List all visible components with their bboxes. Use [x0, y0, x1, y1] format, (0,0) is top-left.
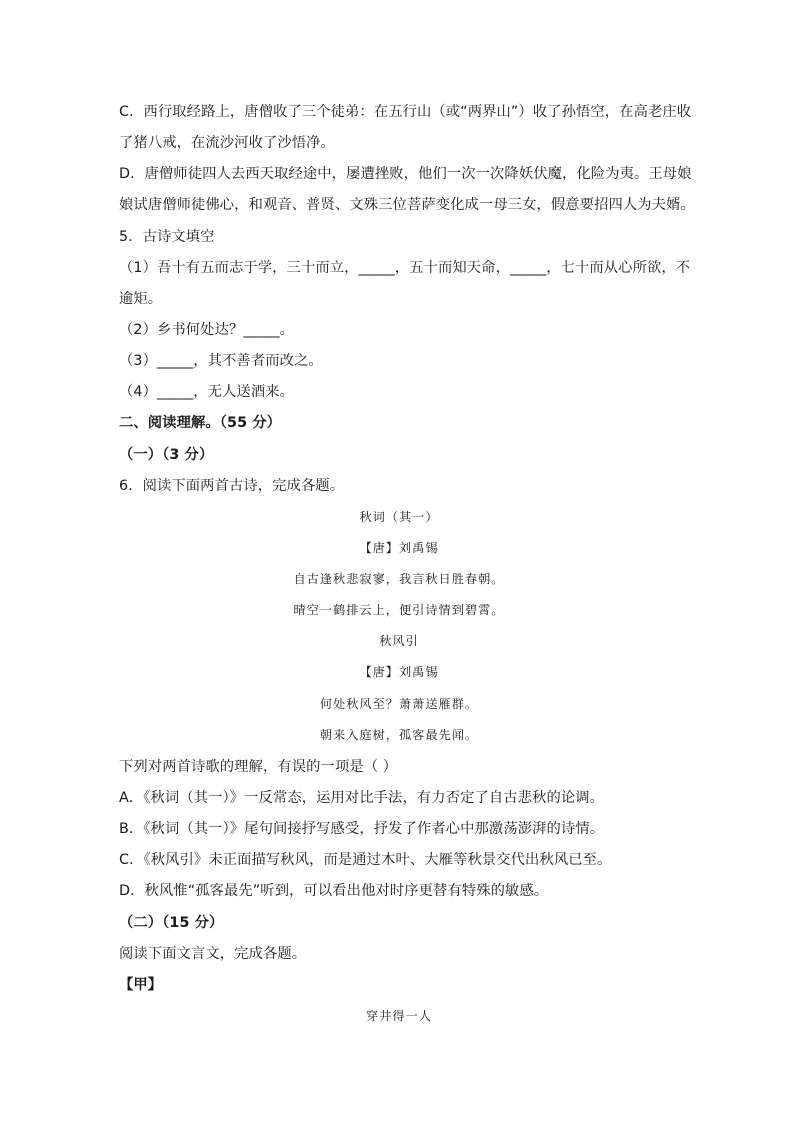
q5-item4: （4）_____，无人送酒来。: [119, 384, 295, 400]
q5-item1-line2: 逾矩。: [119, 291, 163, 307]
part2-title: （二）（15 分）: [119, 915, 224, 931]
section2-title: 二、阅读理解。（55 分）: [119, 415, 281, 431]
q6-stem: 下列对两首诗歌的理解，有误的一项是（ ）: [119, 759, 398, 775]
poem2-line2: 朝来入庭树，孤客最先闻。: [319, 728, 479, 742]
poem2-title: 秋风引: [379, 634, 419, 648]
poem1-author: 【唐】刘禹锡: [359, 541, 439, 555]
q6-choice-c: C．《秋风引》未正面描写秋风，而是通过木叶、大雁等秋景交代出秋风已至。: [119, 852, 612, 868]
jia-label: 【甲】: [119, 977, 163, 993]
q6-choice-b: B．《秋词（其一）》尾句间接抒写感受，抒发了作者心中那激荡澎湃的诗情。: [119, 821, 605, 837]
poem1-line1: 自古逢秋悲寂寥，我言秋日胜春朝。: [293, 572, 505, 586]
part2-intro: 阅读下面文言文，完成各题。: [119, 946, 307, 962]
poem1-title: 秋词（其一）: [359, 510, 439, 524]
option-d-line2: 娘试唐僧师徒佛心，和观音、普贤、文殊三位菩萨变化成一母三女，假意要招四人为夫婿。: [119, 197, 695, 213]
poem2-author: 【唐】刘禹锡: [359, 665, 439, 679]
q5-item2: （2）乡书何处达？_____。: [119, 322, 295, 338]
part1-title: （一）（3 分）: [119, 447, 214, 463]
passage-title: 穿井得一人: [366, 1009, 432, 1023]
option-c-line2: 了猪八戒，在流沙河收了沙悟净。: [119, 135, 335, 151]
q5-item1-line1: （1）吾十有五而志于学，三十而立，_____，五十而知天命，_____，七十而从心所欲，不: [119, 260, 691, 276]
poem2-line1: 何处秋风至？萧萧送雁群。: [319, 697, 479, 711]
q6-instruction: 6．阅读下面两首古诗，完成各题。: [119, 478, 345, 494]
q6-choice-d: D．秋风惟“孤客最先”听到，可以看出他对时序更替有特殊的敏感。: [119, 883, 549, 899]
option-d-line1: D．唐僧师徒四人去西天取经途中，屡遭挫败，他们一次一次降妖伏魔，化险为夷。王母娘: [119, 166, 692, 182]
q6-choice-a: A．《秋词（其一）》一反常态，运用对比手法，有力否定了自古悲秋的论调。: [119, 790, 605, 806]
q5-title: 5．古诗文填空: [119, 229, 215, 245]
option-c-line1: C．西行取经路上，唐僧收了三个徒弟：在五行山（或“两界山”）收了孙悟空，在高老庄收: [119, 104, 692, 120]
q5-item3: （3）_____，其不善者而改之。: [119, 353, 323, 369]
poem1-line2: 晴空一鹤排云上，便引诗情到碧霄。: [293, 603, 505, 617]
